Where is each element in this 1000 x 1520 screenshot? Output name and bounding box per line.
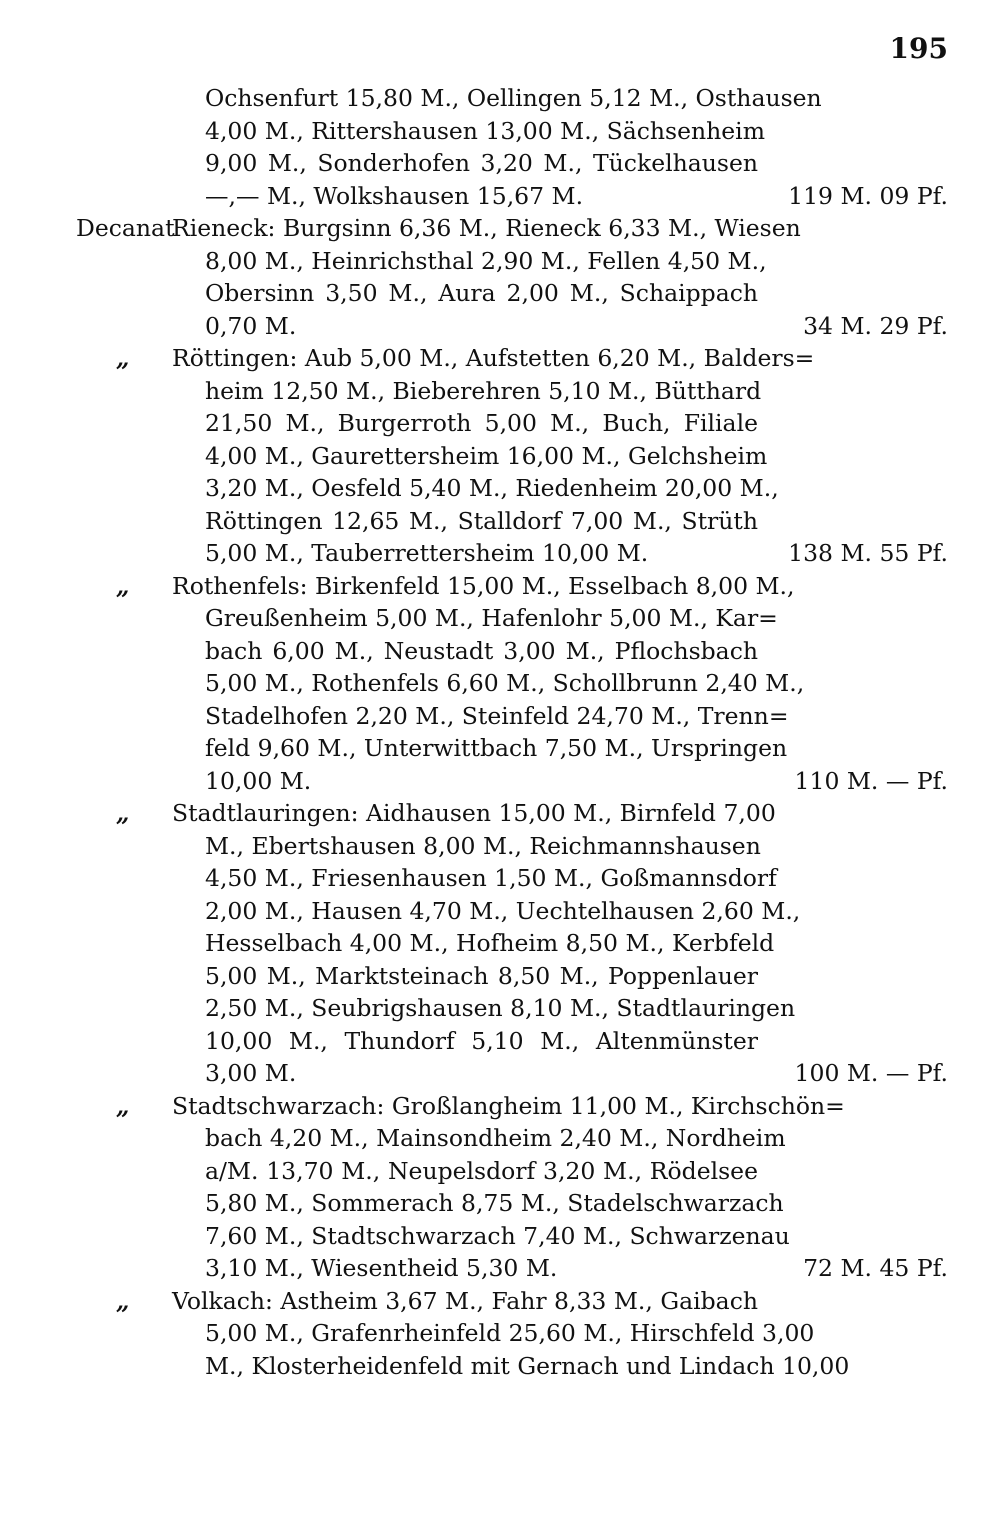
entry-heading-text: Stadtlauringen: Aidhausen 15,00 M., Birnfeld 7,00 (172, 799, 776, 827)
entry-text: 3,20 M., Oesfeld 5,40 M., Riedenheim 20,00 M., (205, 474, 779, 502)
entry-text: —,— M., Wolkshausen 15,67 M. (205, 181, 584, 210)
ditto-mark: „ (116, 344, 130, 372)
entry-text: 5,00 M., Tauberrettersheim 10,00 M. (205, 539, 649, 567)
entry-heading-text: Stadtschwarzach: Großlangheim 11,00 M., Kirchschön= (172, 1091, 845, 1120)
entry-line (0, 732, 1000, 765)
entry-text: Röttingen 12,65 M., Stalldorf 7,00 M., Strüth (205, 506, 758, 535)
entry-line (0, 1252, 1000, 1285)
ditto-mark: „ (116, 571, 130, 600)
entry-text: 5,80 M., Sommerach 8,75 M., Stadelschwarzach (205, 1189, 784, 1217)
entry (0, 1285, 1000, 1383)
entry-heading-text: Rothenfels: Birkenfeld 15,00 M., Esselbach 8,00 M., (172, 571, 795, 600)
entry-line (0, 1350, 1000, 1383)
entries-list (0, 82, 1000, 1382)
entry-text: M., Klosterheidenfeld mit Gernach und Lindach 10,00 (205, 1351, 850, 1380)
entry-line (0, 505, 1000, 538)
entry-text: 10,00 M. (205, 766, 312, 795)
entry-total: 100 M. — Pf. (794, 1059, 948, 1087)
entry-text: 8,00 M., Heinrichsthal 2,90 M., Fellen 4,50 M., (205, 246, 767, 275)
entry-line (0, 440, 1000, 473)
ditto-mark: „ (116, 799, 130, 827)
entry-line (0, 212, 1000, 245)
entry-text: Greußenheim 5,00 M., Hafenlohr 5,00 M., Kar= (205, 604, 778, 632)
entry-text: 9,00 M., Sonderhofen 3,20 M., Tückelhausen (205, 149, 758, 177)
entry (0, 797, 1000, 1090)
entry-line (0, 797, 1000, 830)
entry-text: 2,00 M., Hausen 4,70 M., Uechtelhausen 2,60 M., (205, 896, 801, 925)
entry-line (0, 147, 1000, 180)
entry-total: 110 M. — Pf. (794, 766, 948, 795)
entry-text: M., Ebertshausen 8,00 M., Reichmannshausen (205, 831, 761, 860)
entry-total: 119 M. 09 Pf. (788, 181, 948, 210)
entry-line (0, 342, 1000, 375)
entry-text: 21,50 M., Burgerroth 5,00 M., Buch, Filiale (205, 409, 758, 437)
entry-text: 2,50 M., Seubrigshausen 8,10 M., Stadtlauringen (205, 994, 796, 1022)
entry-line (0, 1090, 1000, 1123)
entry-text: 5,00 M., Rothenfels 6,60 M., Schollbrunn 2,40 M., (205, 669, 805, 697)
entry-line (0, 992, 1000, 1025)
entry-text: Hesselbach 4,00 M., Hofheim 8,50 M., Kerbfeld (205, 929, 775, 957)
entry-line (0, 1220, 1000, 1253)
entry (0, 82, 1000, 212)
entry-line (0, 667, 1000, 700)
entry-line (0, 1285, 1000, 1318)
entry-line (0, 1122, 1000, 1155)
entry-text: 7,60 M., Stadtschwarzach 7,40 M., Schwarzenau (205, 1221, 790, 1250)
entry-text: 3,10 M., Wiesentheid 5,30 M. (205, 1254, 558, 1282)
entry-text: Stadelhofen 2,20 M., Steinfeld 24,70 M., Trenn= (205, 701, 789, 730)
entry-line (0, 1025, 1000, 1058)
entry-heading-text: Röttingen: Aub 5,00 M., Aufstetten 6,20 M., Balders= (172, 344, 815, 372)
entry-line (0, 1317, 1000, 1350)
entry-total: 34 M. 29 Pf. (803, 311, 948, 340)
page-number: 195 (889, 32, 948, 65)
entry-text: heim 12,50 M., Bieberehren 5,10 M., Bütthard (205, 376, 762, 405)
entry-line (0, 895, 1000, 928)
entry-text: 5,00 M., Marktsteinach 8,50 M., Poppenlauer (205, 961, 758, 990)
entry-line (0, 862, 1000, 895)
entry-heading-text: Rieneck: Burgsinn 6,36 M., Rieneck 6,33 M., Wiesen (172, 214, 801, 242)
entry-line (0, 927, 1000, 960)
entry-line (0, 1057, 1000, 1090)
ditto-mark: „ (116, 1091, 130, 1120)
entry-line (0, 310, 1000, 343)
entry-line (0, 472, 1000, 505)
entry-text: feld 9,60 M., Unterwittbach 7,50 M., Urspringen (205, 734, 788, 762)
entry-text: bach 4,20 M., Mainsondheim 2,40 M., Nordheim (205, 1124, 786, 1152)
entry-line (0, 830, 1000, 863)
entry-text: 10,00 M., Thundorf 5,10 M., Altenmünster (205, 1026, 758, 1055)
entry-total: 72 M. 45 Pf. (803, 1254, 948, 1282)
entry-line (0, 700, 1000, 733)
entry-line (0, 277, 1000, 310)
decanat-label: Decanat (76, 214, 175, 242)
entry-text: bach 6,00 M., Neustadt 3,00 M., Pflochsbach (205, 636, 758, 665)
entry-text: Obersinn 3,50 M., Aura 2,00 M., Schaippach (205, 279, 758, 307)
entry-line (0, 537, 1000, 570)
entry-text: a/M. 13,70 M., Neupelsdorf 3,20 M., Rödelsee (205, 1156, 758, 1185)
entry-line (0, 180, 1000, 213)
entry-text: 3,00 M. (205, 1059, 297, 1087)
entry-heading-text: Volkach: Astheim 3,67 M., Fahr 8,33 M., Gaibach (172, 1286, 758, 1315)
entry-line (0, 245, 1000, 278)
entry-text: 4,00 M., Rittershausen 13,00 M., Sächsenheim (205, 116, 765, 145)
ditto-mark: „ (116, 1286, 130, 1315)
entry-line (0, 1187, 1000, 1220)
entry-line (0, 602, 1000, 635)
entry-heading-text: Ochsenfurt 15,80 M., Oellingen 5,12 M., Osthausen (205, 84, 822, 112)
entry-line (0, 570, 1000, 603)
entry-line (0, 1155, 1000, 1188)
entry-line (0, 407, 1000, 440)
entry-text: 5,00 M., Grafenrheinfeld 25,60 M., Hirschfeld 3,00 (205, 1319, 815, 1347)
entry-line (0, 375, 1000, 408)
entry (0, 212, 1000, 342)
entry-total: 138 M. 55 Pf. (788, 539, 948, 567)
entry-text: 4,00 M., Gaurettersheim 16,00 M., Gelchsheim (205, 441, 768, 470)
entry-line (0, 960, 1000, 993)
entry (0, 1090, 1000, 1285)
entry-line (0, 115, 1000, 148)
entry (0, 342, 1000, 570)
entry (0, 570, 1000, 798)
entry-line (0, 82, 1000, 115)
entry-text: 0,70 M. (205, 311, 297, 340)
entry-line (0, 635, 1000, 668)
entry-line (0, 765, 1000, 798)
entry-text: 4,50 M., Friesenhausen 1,50 M., Goßmannsdorf (205, 864, 777, 892)
